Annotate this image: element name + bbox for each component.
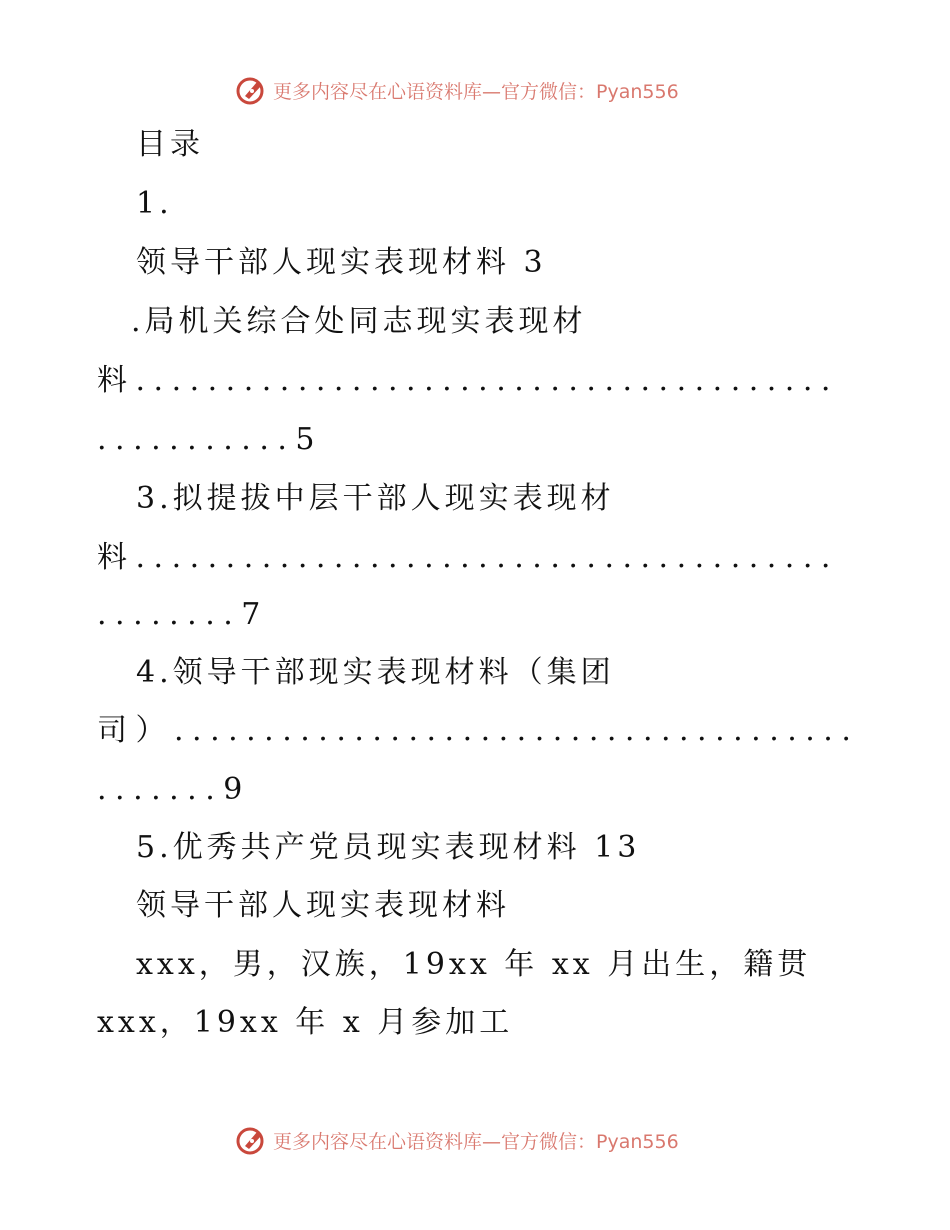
watermark-text: 更多内容尽在心语资料库—官方微信：Pyan556 (273, 1130, 679, 1153)
toc-line-4: 料....................................... (97, 363, 839, 398)
toc-line-11: .......9 (97, 772, 251, 807)
header-watermark (235, 73, 679, 107)
body-heading: 领导干部人现实表现材料 (136, 888, 510, 923)
toc-line-3: .局机关综合处同志现实表现材 (131, 304, 587, 339)
toc-line-2: 领导干部人现实表现材料 3 (136, 245, 547, 280)
body-paragraph-line-1: xxx，男，汉族，19xx 年 xx 月出生，籍贯 (136, 947, 812, 982)
toc-line-8: ........7 (97, 597, 269, 632)
toc-line-1: 1. (136, 186, 173, 221)
toc-line-6: 3.拟提拔中层干部人现实表现材 (136, 481, 615, 516)
toc-line-5: ...........5 (97, 422, 323, 457)
pen-nib-logo-icon (235, 1124, 267, 1156)
toc-line-7: 料....................................... (97, 540, 839, 575)
toc-title: 目录 (136, 127, 204, 162)
toc-line-9: 4.领导干部现实表现材料（集团 (136, 655, 615, 690)
toc-line-12: 5.优秀共产党员现实表现材料 13 (136, 830, 641, 865)
body-paragraph-line-2: xxx，19xx 年 x 月参加工 (97, 1005, 514, 1040)
toc-line-10: 司）...................................... (97, 713, 860, 748)
watermark-text: 更多内容尽在心语资料库—官方微信：Pyan556 (273, 80, 679, 103)
pen-nib-logo-icon (235, 74, 267, 106)
footer-watermark (235, 1123, 679, 1157)
